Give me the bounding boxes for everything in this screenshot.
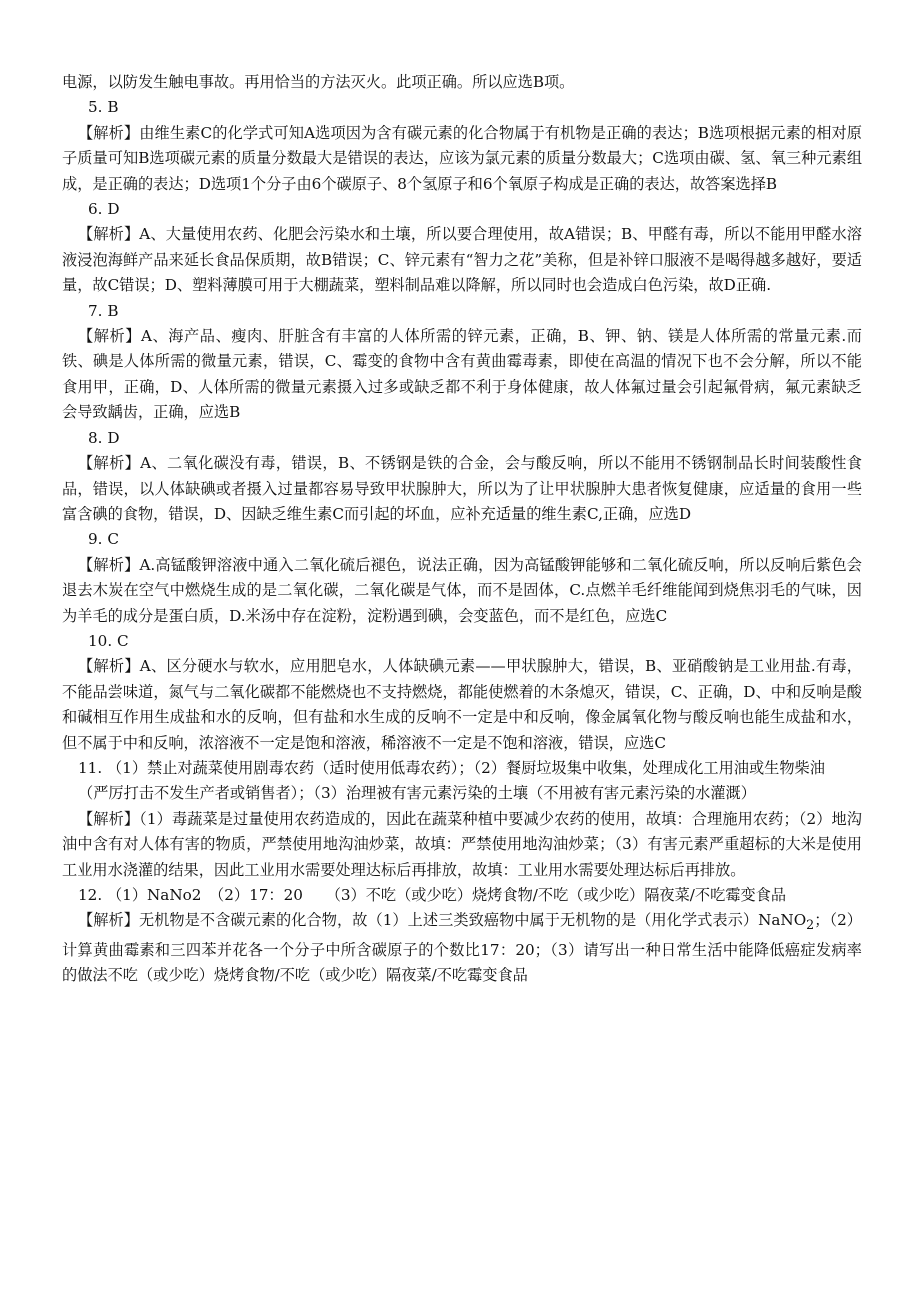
- subscript-2: 2: [806, 917, 815, 933]
- answer-7: 7. B: [88, 301, 119, 320]
- answer-9: 9. C: [88, 530, 119, 549]
- answer-6: 6. D: [88, 200, 120, 219]
- explanation-12-part-2: ；（2）计算黄曲霉素和三四苯并花各一个分子中所含碳原子的个数比17：20；（3）请写出一种日常生活中能降低癌症发病率的做法不吃（或少吃）烧烤食物/不吃（或少吃）隔夜菜/不吃霉变食品: [62, 911, 862, 985]
- explanation-7: 【解析】A、海产品、瘦肉、肝脏含有丰富的人体所需的锌元素，正确，B、钾、钠、镁是人体所需的常量元素.而铁、碘是人体所需的微量元素，错误，C、霉变的食物中含有黄曲霉毒素，即使在高温的情况下也不会分解，所以不能食用甲，正确，D、人体所需的微量元素摄入过多或缺乏都不利于身体健康，故人体氟过量会引起氟骨病，氟元素缺乏会导致龋齿，正确，应选B: [62, 327, 862, 422]
- explanation-12-part-1: 【解析】无机物是不含碳元素的化合物，故（1）上述三类致癌物中属于无机物的是（用化学式表示）NaNO: [78, 911, 807, 930]
- explanation-6: 【解析】A、大量使用农药、化肥会污染水和土壤，所以要合理使用，故A错误；B、甲醛有毒，所以不能用甲醛水溶液浸泡海鲜产品来延长食品保质期，故B错误；C、锌元素有“智力之花”美称，但是补锌口服液不是喝得越多越好，要适量，故C错误；D、塑料薄膜可用于大棚蔬菜，塑料制品难以降解，所以同时也会造成白色污染，故D正确.: [62, 225, 862, 295]
- answer-8: 8. D: [88, 428, 120, 447]
- answer-12: 12. （1）NaNo2 （2）17：20 （3）不吃（或少吃）烧烤食物/不吃（或少吃）隔夜菜/不吃霉变食品: [78, 886, 787, 904]
- explanation-10: 【解析】A、区分硬水与软水，应用肥皂水，人体缺碘元素——甲状腺肿大，错误，B、亚硝酸钠是工业用盐.有毒，不能品尝味道，氮气与二氧化碳都不能燃烧也不支持燃烧，都能使燃着的木条熄灭，错误，C、正确，D、中和反响是酸和碱相互作用生成盐和水的反响，但有盐和水生成的反响不一定是中和反响，像金属氧化物与酸反响也能生成盐和水，但不属于中和反响，浓溶液不一定是饱和溶液，稀溶液不一定是不饱和溶液，错误，应选C: [62, 657, 862, 752]
- answer-5: 5. B: [88, 98, 119, 117]
- answer-11: [62, 756, 862, 807]
- explanation-12: [62, 908, 862, 988]
- answer-page: [62, 70, 862, 989]
- explanation-9: 【解析】A.高锰酸钾溶液中通入二氧化硫后褪色，说法正确，因为高锰酸钾能够和二氧化硫反响，所以反响后紫色会退去木炭在空气中燃烧生成的是二氧化碳，二氧化碳是气体，而不是固体，C.点燃羊毛纤维能闻到烧焦羽毛的气味，因为羊毛的成分是蛋白质，D.米汤中存在淀粉，淀粉遇到碘，会变蓝色，而不是红色，应选C: [62, 555, 862, 625]
- answer-11-line-1: 11. （1）禁止对蔬菜使用剧毒农药（适时使用低毒农药）；（2）餐厨垃圾集中收集，处理成化工用油或生物柴油: [78, 758, 825, 777]
- answer-10: 10. C: [88, 631, 129, 650]
- explanation-11: 【解析】（1）毒蔬菜是过量使用农药造成的，因此在蔬菜种植中要减少农药的使用，故填：合理施用农药；（2）地沟油中含有对人体有害的物质，严禁使用地沟油炒菜，故填：严禁使用地沟油炒菜；（3）有害元素严重超标的大米是使用工业用水浇灌的结果，因此工业用水需要处理达标后再排放，故填：工业用水需要处理达标后再排放。: [62, 809, 862, 879]
- intro-line: 电源，以防发生触电事故。再用恰当的方法灭火。此项正确。所以应选B项。: [62, 73, 575, 91]
- answer-11-line-2: （严厉打击不发生产者或销售者）；（3）治理被有害元素污染的土壤（不用被有害元素污染的水灌溉）: [78, 784, 756, 803]
- explanation-8: 【解析】A、二氧化碳没有毒，错误，B、不锈钢是铁的合金，会与酸反响，所以不能用不锈钢制品长时间装酸性食品，错误，以人体缺碘或者摄入过量都容易导致甲状腺肿大，所以为了让甲状腺肿大患者恢复健康，应适量的食用一些富含碘的食物，错误，D、因缺乏维生素C而引起的坏血，应补充适量的维生素C,正确，应选D: [62, 454, 862, 523]
- explanation-5: 【解析】由维生素C的化学式可知A选项因为含有碳元素的化合物属于有机物是正确的表达；B选项根据元素的相对原子质量可知B选项碳元素的质量分数最大是错误的表达，应该为氯元素的质量分数最大；C选项由碳、氢、氧三种元素组成，是正确的表达；D选项1个分子由6个碳原子、8个氢原子和6个氧原子构成是正确的表达，故答案选择B: [62, 123, 862, 193]
